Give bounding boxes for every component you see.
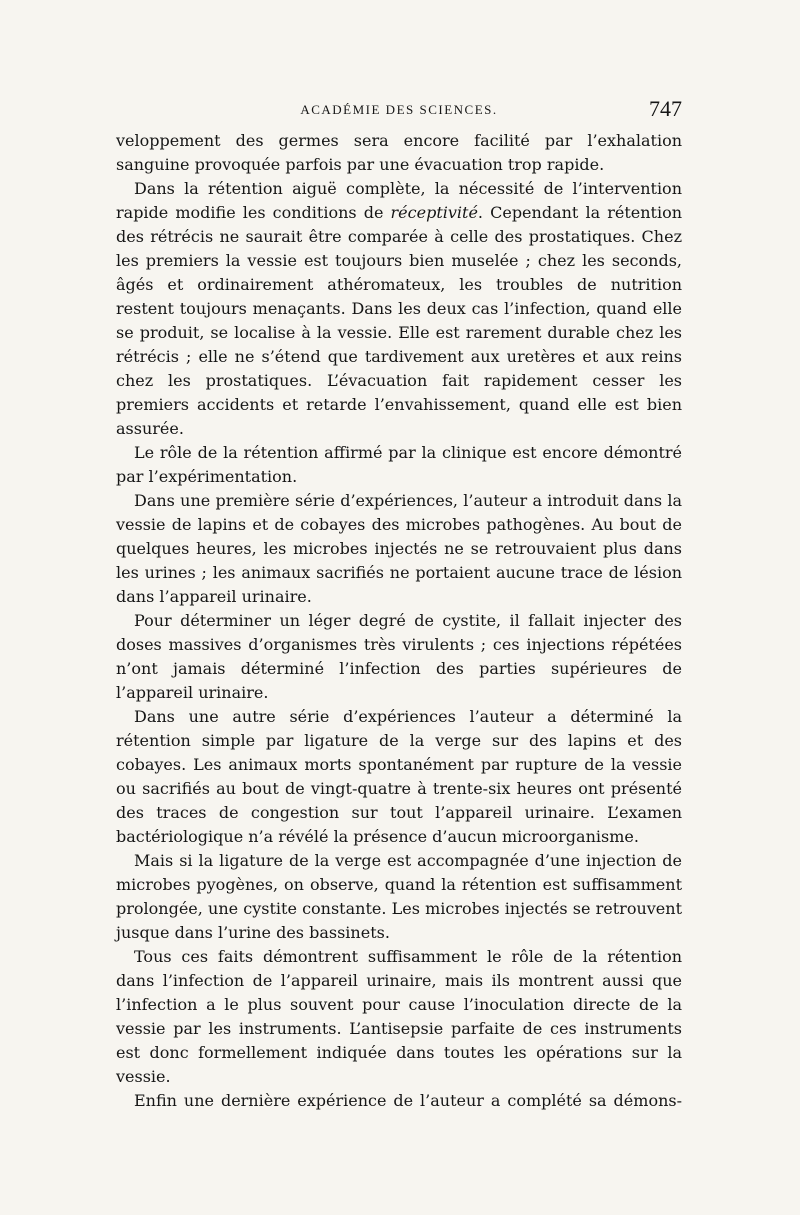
running-head: ACADÉMIE DES SCIENCES. [300, 102, 498, 117]
page-header [116, 98, 682, 124]
paragraph-cystite: Pour déterminer un léger degré de cystite, il fallait injecter des doses massives d’organismes très virulents ; ces injections répétées n’ont jamais déterminé l’infection des parties supérieures de l’appareil urinaire. [116, 611, 682, 702]
paragraph-derniere-experience: Enfin une dernière expérience de l’auteur a complété sa démons- [134, 1091, 682, 1110]
paragraph-retention-aigue: Dans la rétention aiguë complète, la nécessité de l’intervention rapide modifie les conditions de réceptivité. Cependant la rétention des rétrécis ne saurait être comparée à celle des prostatiques. Chez les premiers la vessie est toujours bien muselée ; chez les seconds, âgés et ordinairement athéromateux, les troubles de nutrition restent toujours menaçants. Dans les deux cas l’infection, quand elle se produit, se localise à la vessie. Elle est rarement durable chez les rétrécis ; elle ne s’étend que tardivement aux uretères et aux reins chez les prostatiques. L’évacuation fait rapidement cesser les premiers accidents et retarde l’envahissement, quand elle est bien assurée. [116, 179, 683, 438]
paragraph-role-retention: Le rôle de la rétention affirmé par la clinique est encore démontré par l’expérimentation. [116, 443, 682, 486]
paragraph-autre-serie: Dans une autre série d’expériences l’auteur a déterminé la rétention simple par ligature de la verge sur des lapins et des cobayes. Les animaux morts spontanément par rupture de la vessie ou sacrifiés au bout de vingt-quatre à trente-six heures ont présenté des traces de congestion sur tout l’appareil urinaire. L’examen bactériologique n’a révélé la présence d’aucun microorganisme. [116, 707, 682, 846]
paragraph-faits: Tous ces faits démontrent suffisamment le rôle de la rétention dans l’infection de l’appareil urinaire, mais ils montrent aussi que l’infection a le plus souvent pour cause l’inoculation directe de la vessie par les instruments. L’antisepsie parfaite de ces instruments est donc formellement indiquée dans toutes les opérations sur la vessie. [116, 947, 682, 1086]
paragraph-continuation: veloppement des germes sera encore facilité par l’exhalation sanguine provoquée parfois par une évacuation trop rapide. [116, 131, 682, 174]
paragraph-ligature: Mais si la ligature de la verge est accompagnée d’une injection de microbes pyogènes, on observe, quand la rétention est suffisamment prolongée, une cystite constante. Les microbes injectés se retrouvent jusque dans l’urine des bassinets. [116, 851, 682, 942]
paragraph-premiere-serie: Dans une première série d’expériences, l’auteur a introduit dans la vessie de lapins et de cobayes des microbes pathogènes. Au bout de quelques heures, les microbes injectés ne se retrouvaient plus dans les urines ; les animaux sacrifiés ne portaient aucune trace de lésion dans l’appareil urinaire. [116, 491, 682, 606]
body-text [116, 129, 682, 1113]
page-number: 747 [649, 96, 682, 121]
